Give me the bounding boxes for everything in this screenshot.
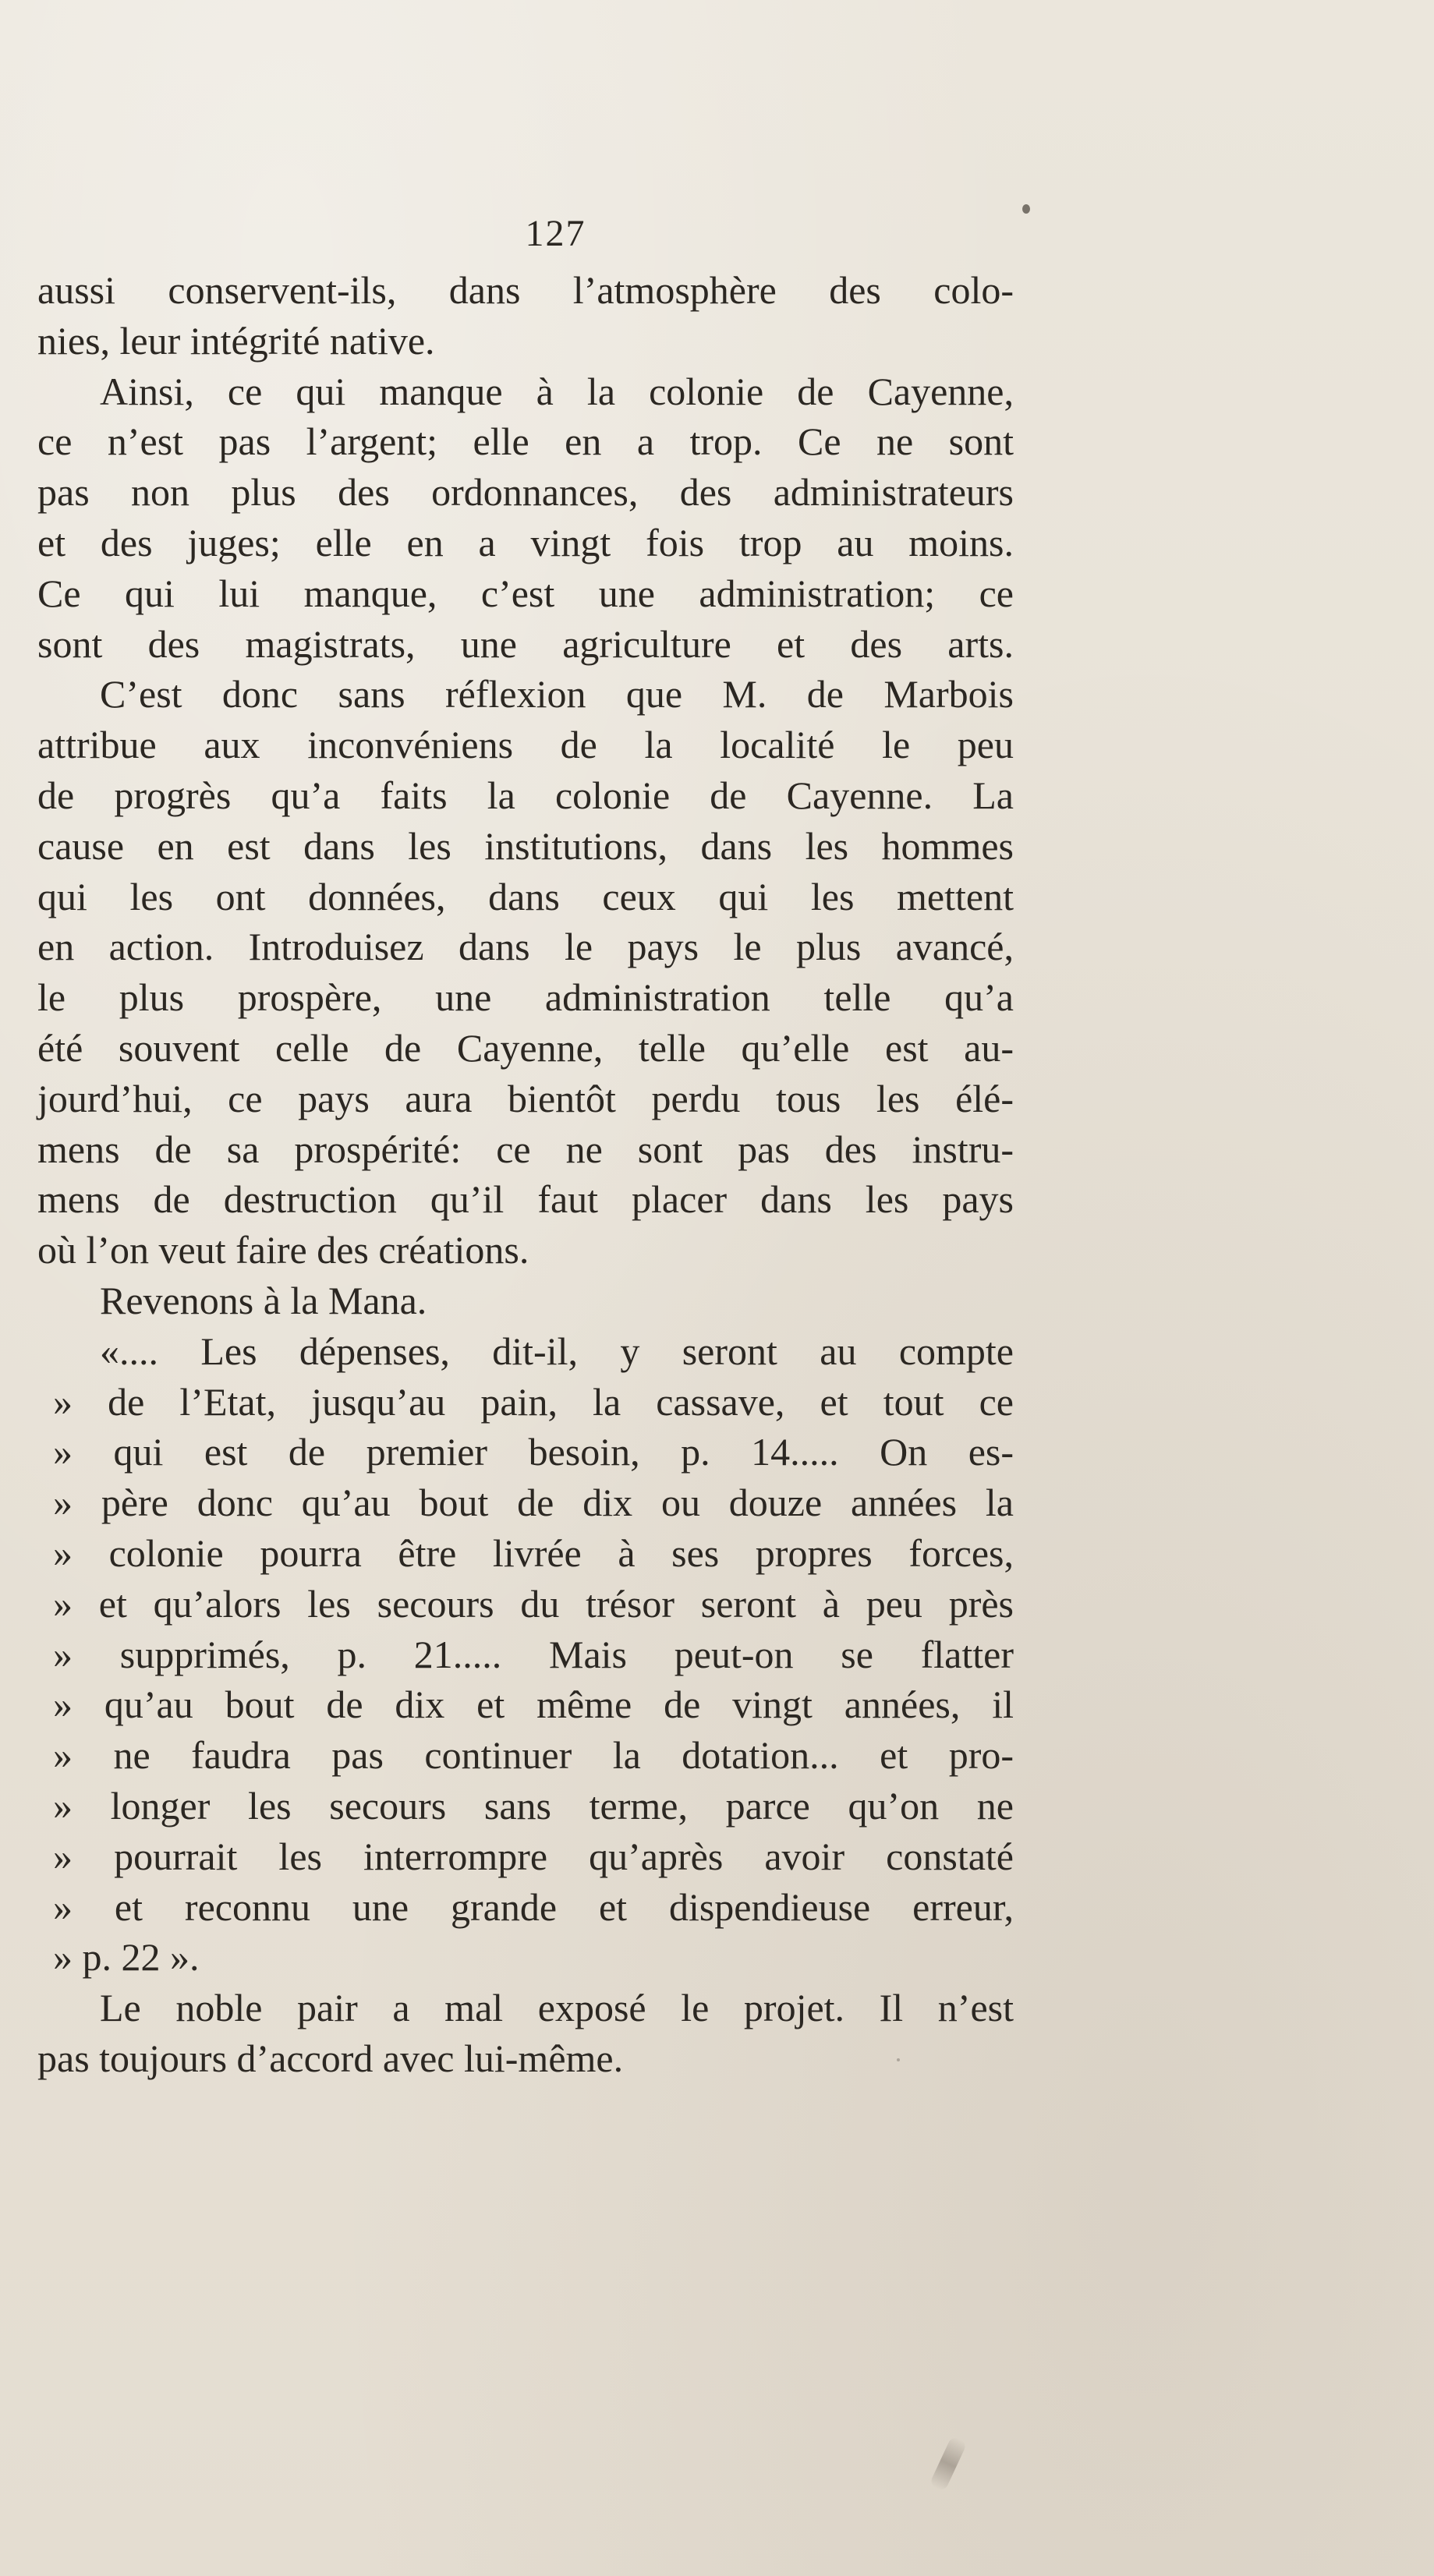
text-line: » p. 22 ». (53, 1935, 200, 1980)
text-line: » supprimés, p. 21..... Mais peut-on se flatter (53, 1632, 1014, 1676)
text-line: » ne faudra pas continuer la dotation... et pro- (53, 1733, 1014, 1778)
text-line: et des juges; elle en a vingt fois trop au moins. (37, 520, 1014, 564)
text-line: » et reconnu une grande et dispendieuse erreur, (53, 1884, 1014, 1929)
text-line: Revenons à la Mana. (100, 1278, 427, 1322)
text-line: de progrès qu’a faits la colonie de Cayenne. La (37, 773, 1014, 817)
text-line: » qui est de premier besoin, p. 14..... On es- (53, 1430, 1014, 1474)
text-line: pas toujours d’accord avec lui-même. (37, 2036, 624, 2080)
text-line: le plus prospère, une administration telle qu’a (37, 975, 1014, 1020)
text-line: Ainsi, ce qui manque à la colonie de Cayenne, (100, 369, 1014, 413)
text-line: » père donc qu’au bout de dix ou douze années la (53, 1481, 1014, 1525)
pencil-mark (929, 2436, 968, 2493)
text-line: sont des magistrats, une agriculture et des arts. (37, 621, 1014, 666)
page-number: 127 (525, 213, 586, 254)
text-line: été souvent celle de Cayenne, telle qu’elle est au- (37, 1025, 1014, 1070)
text-line: aussi conservent-ils, dans l’atmosphère des colo- (37, 268, 1014, 312)
text-line: jourd’hui, ce pays aura bientôt perdu tous les élé- (37, 1076, 1014, 1120)
text-line: mens de destruction qu’il faut placer dans les pays (37, 1177, 1014, 1222)
text-line: Le noble pair a mal exposé le projet. Il n’est (100, 1986, 1014, 2030)
text-line: où l’on veut faire des créations. (37, 1228, 529, 1272)
text-line: attribue aux inconvéniens de la localité le peu (37, 723, 1014, 767)
text-line: » qu’au bout de dix et même de vingt années, il (53, 1683, 1014, 1727)
text-line: «.... Les dépenses, dit-il, y seront au compte (100, 1329, 1014, 1373)
text-line: en action. Introduisez dans le pays le plus avancé, (37, 925, 1014, 969)
text-line: cause en est dans les institutions, dans les hommes (37, 823, 1014, 868)
text-line: » et qu’alors les secours du trésor seront à peu près (53, 1581, 1014, 1626)
body-text (37, 265, 1014, 2084)
text-line: ce n’est pas l’argent; elle en a trop. Ce ne sont (37, 419, 1014, 464)
text-line: C’est donc sans réflexion que M. de Marbois (100, 672, 1014, 717)
text-line: pas non plus des ordonnances, des administrateurs (37, 470, 1014, 515)
text-line: qui les ont données, dans ceux qui les mettent (37, 874, 1014, 918)
text-line: » de l’Etat, jusqu’au pain, la cassave, et tout ce (53, 1379, 1014, 1424)
text-line: » longer les secours sans terme, parce qu’on ne (53, 1783, 1014, 1828)
text-line: » pourrait les interrompre qu’après avoir constaté (53, 1834, 1014, 1878)
text-line: Ce qui lui manque, c’est une administration; ce (37, 571, 1014, 615)
text-line: mens de sa prospérité: ce ne sont pas des instru- (37, 1127, 1014, 1171)
text-line: » colonie pourra être livrée à ses propres forces, (53, 1530, 1014, 1575)
text-line: nies, leur intégrité native. (37, 318, 435, 363)
